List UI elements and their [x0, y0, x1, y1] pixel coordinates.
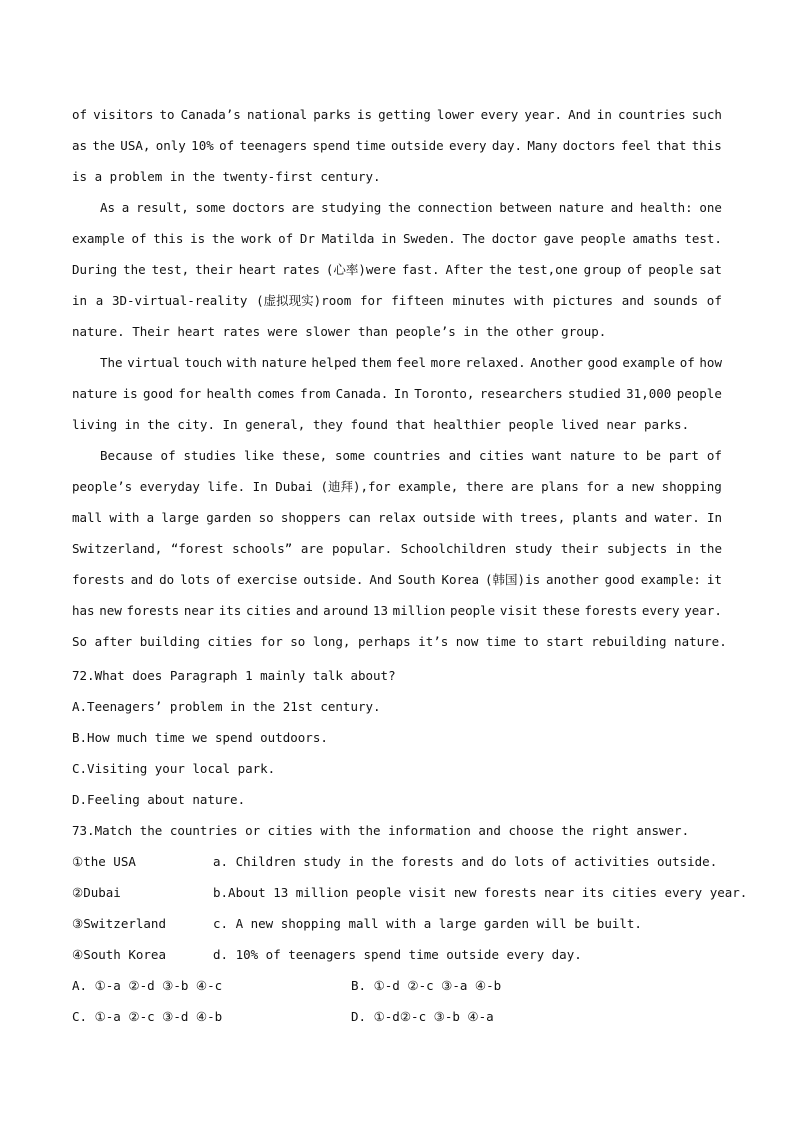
passage-line: living in the city. In general, they found that healthier people lived near parks.: [72, 417, 690, 432]
match-info: b.About 13 million people visit new forests near its cities every year.: [213, 885, 748, 900]
passage-line: in a 3D-virtual-reality (虚拟现实)room for fifteen minutes with pictures and sounds of: [72, 293, 722, 308]
answer-options-row: [72, 970, 722, 1001]
match-row: [72, 846, 722, 877]
passage-line: of visitors to Canada’s national parks is getting lower every year. And in countries such: [72, 107, 722, 122]
question-72-option-d: D.Feeling about nature.: [72, 792, 246, 807]
passage-line: example of this is the work of Dr Matilda in Sweden. The doctor gave people amaths test.: [72, 231, 722, 246]
passage-line: mall with a large garden so shoppers can relax outside with trees, plants and water. In: [72, 510, 722, 525]
reading-passage: [72, 99, 727, 657]
question-72: [72, 660, 722, 815]
passage-line: The virtual touch with nature helped them feel more relaxed. Another good example of how: [100, 355, 722, 370]
match-row: [72, 908, 722, 939]
question-73-option-a: A. ①-a ②-d ③-b ④-c: [72, 978, 223, 993]
passage-line: nature is good for health comes from Canada. In Toronto, researchers studied 31,000 people: [72, 386, 722, 401]
question-73-stem: 73.Match the countries or cities with the information and choose the right answer.: [72, 823, 690, 838]
passage-line: So after building cities for so long, perhaps it’s now time to start rebuilding nature.: [72, 634, 727, 649]
question-72-stem: 72.What does Paragraph 1 mainly talk about?: [72, 668, 396, 683]
match-info: c. A new shopping mall with a large garden will be built.: [213, 916, 642, 931]
match-country: ②Dubai: [72, 885, 121, 900]
match-row: [72, 939, 722, 970]
passage-line: forests and do lots of exercise outside. And South Korea (韩国)is another good example: it: [72, 572, 722, 587]
passage-line: As a result, some doctors are studying the connection between nature and health: one: [100, 200, 722, 215]
question-72-option-c: C.Visiting your local park.: [72, 761, 276, 776]
question-73-option-c: C. ①-a ②-c ③-d ④-b: [72, 1009, 223, 1024]
passage-line: as the USA, only 10% of teenagers spend time outside every day. Many doctors feel that this: [72, 138, 722, 153]
question-72-option-a: A.Teenagers’ problem in the 21st century.: [72, 699, 381, 714]
passage-line: people’s everyday life. In Dubai (迪拜),for example, there are plans for a new shopping: [72, 479, 722, 494]
match-country: ①the USA: [72, 854, 136, 869]
match-country: ③Switzerland: [72, 916, 166, 931]
passage-line: is a problem in the twenty-first century.: [72, 169, 381, 184]
passage-line: During the test, their heart rates (心率)were fast. After the test,one group of people sat: [72, 262, 722, 277]
match-row: [72, 877, 748, 908]
answer-options-row: [72, 1001, 722, 1032]
passage-line: has new forests near its cities and around 13 million people visit these forests every year.: [72, 603, 722, 618]
question-73-option-b: B. ①-d ②-c ③-a ④-b: [351, 978, 502, 993]
match-info: a. Children study in the forests and do lots of activities outside.: [213, 854, 718, 869]
question-72-option-b: B.How much time we spend outdoors.: [72, 730, 328, 745]
question-73: [72, 815, 748, 1032]
passage-line: Because of studies like these, some countries and cities want nature to be part of: [100, 448, 722, 463]
match-country: ④South Korea: [72, 947, 166, 962]
question-73-option-d: D. ①-d②-c ③-b ④-a: [351, 1009, 494, 1024]
passage-line: Switzerland, “forest schools” are popular. Schoolchildren study their subjects in the: [72, 541, 722, 556]
passage-line: nature. Their heart rates were slower than people’s in the other group.: [72, 324, 607, 339]
match-info: d. 10% of teenagers spend time outside every day.: [213, 947, 582, 962]
